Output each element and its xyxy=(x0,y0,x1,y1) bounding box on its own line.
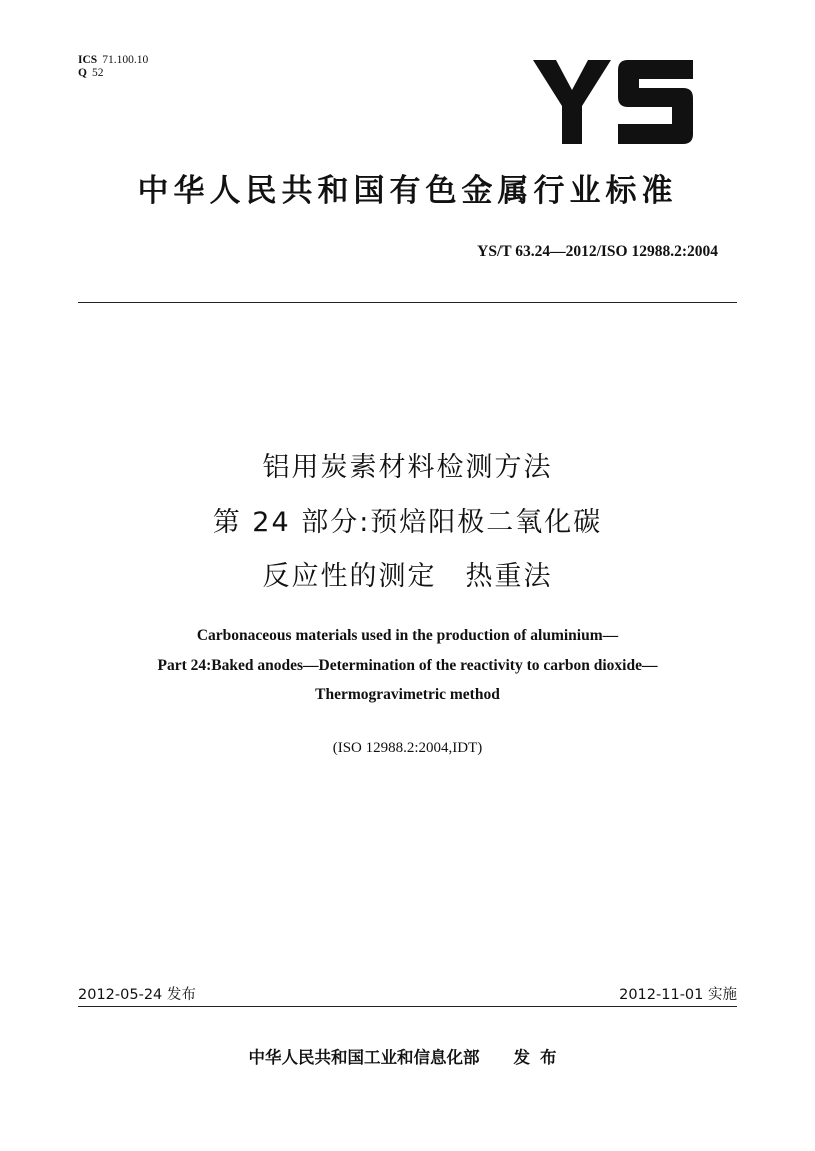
ccs-label: Q xyxy=(78,67,87,79)
title-en-line-2: Part 24:Baked anodes—Determination of the reactivity to carbon dioxide— xyxy=(157,657,658,674)
footer-divider xyxy=(78,1006,737,1007)
ys-logo xyxy=(533,60,693,144)
title-en-line-3: Thermogravimetric method xyxy=(315,686,500,703)
header-divider xyxy=(78,302,737,303)
iso-reference: (ISO 12988.2:2004,IDT) xyxy=(332,740,483,756)
title-cn-line-3: 反应性的测定 热重法 xyxy=(262,561,553,592)
title-cn-line-1: 铝用炭素材料检测方法 xyxy=(262,452,553,483)
title-en-line-1: Carbonaceous materials used in the production of aluminium— xyxy=(196,627,619,644)
ccs-classification xyxy=(78,67,103,80)
implementation-date: 2012-11-01 实施 xyxy=(619,987,737,1003)
publisher-name: 中华人民共和国工业和信息化部 xyxy=(248,1048,480,1067)
title-cn-line-2: 第 24 部分:预焙阳极二氧化碳 xyxy=(212,507,603,538)
issue-date: 2012-05-24 发布 xyxy=(78,987,196,1003)
ics-classification xyxy=(78,54,148,67)
organization-title: 中华人民共和国有色金属行业标准 xyxy=(137,173,678,209)
ics-code: 71.100.10 xyxy=(102,54,149,66)
publisher-line xyxy=(0,1044,815,1068)
standard-number: YS/T 63.24—2012/ISO 12988.2:2004 xyxy=(477,243,718,260)
ics-label: ICS xyxy=(78,54,98,66)
publisher-action: 发布 xyxy=(513,1048,567,1067)
ccs-code: 52 xyxy=(91,67,104,79)
